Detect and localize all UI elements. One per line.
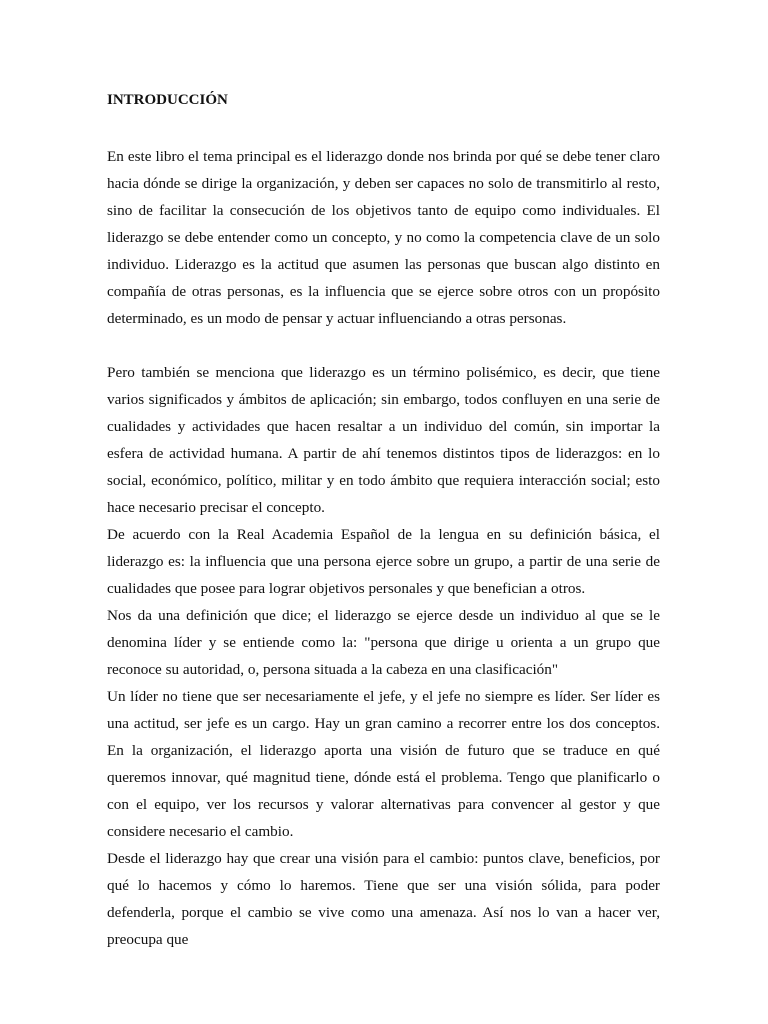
paragraph-2: Pero también se menciona que liderazgo es un término polisémico, es decir, que tiene varios significados y ámbitos de aplicación; sin embargo, todos confluyen en una serie de cualidades y actividades que hacen resaltar a un individuo del común, sin importar la esfera de actividad humana. A partir de ahí tenemos distintos tipos de liderazgos: en lo social, económico, político, militar y en todo ámbito que requiera interacción social; esto hace necesario precisar el concepto. [107, 364, 660, 516]
document-body [107, 89, 660, 953]
paragraph-3: De acuerdo con la Real Academia Español de la lengua en su definición básica, el liderazgo es: la influencia que una persona ejerce sobre un grupo, a partir de una serie de cualidades que posee para lograr objetivos personales y que benefician a otros. [107, 526, 660, 597]
paragraph-4: Nos da una definición que dice; el liderazgo se ejerce desde un individuo al que se le denomina líder y se entiende como la: "persona que dirige u orienta a un grupo que reconoce su autoridad, o, persona situada a la cabeza en una clasificación" [107, 607, 660, 678]
paragraph-5: Un líder no tiene que ser necesariamente el jefe, y el jefe no siempre es líder. Ser líder es una actitud, ser jefe es un cargo. Hay un gran camino a recorrer entre los dos conceptos. En la organización, el liderazgo aporta una visión de futuro que se traduce en qué queremos innovar, qué magnitud tiene, dónde está el problema. Tengo que planificarlo o con el equipo, ver los recursos y valorar alternativas para convencer al gestor y que considere necesario el cambio. [107, 688, 660, 840]
paragraph-1: En este libro el tema principal es el liderazgo donde nos brinda por qué se debe tener claro hacia dónde se dirige la organización, y deben ser capaces no solo de transmitirlo al resto, sino de facilitar la consecución de los objetivos tanto de equipo como individuales. El liderazgo se debe entender como un concepto, y no como la competencia clave de un solo individuo. Liderazgo es la actitud que asumen las personas que buscan algo distinto en compañía de otras personas, es la influencia que se ejerce sobre otros con un propósito determinado, es un modo de pensar y actuar influenciando a otras personas. [107, 148, 660, 327]
paragraph-6: Desde el liderazgo hay que crear una visión para el cambio: puntos clave, beneficios, por qué lo hacemos y cómo lo haremos. Tiene que ser una visión sólida, para poder defenderla, porque el cambio se vive como una amenaza. Así nos lo van a hacer ver, preocupa que [107, 850, 660, 948]
section-heading: INTRODUCCIÓN [107, 92, 228, 108]
